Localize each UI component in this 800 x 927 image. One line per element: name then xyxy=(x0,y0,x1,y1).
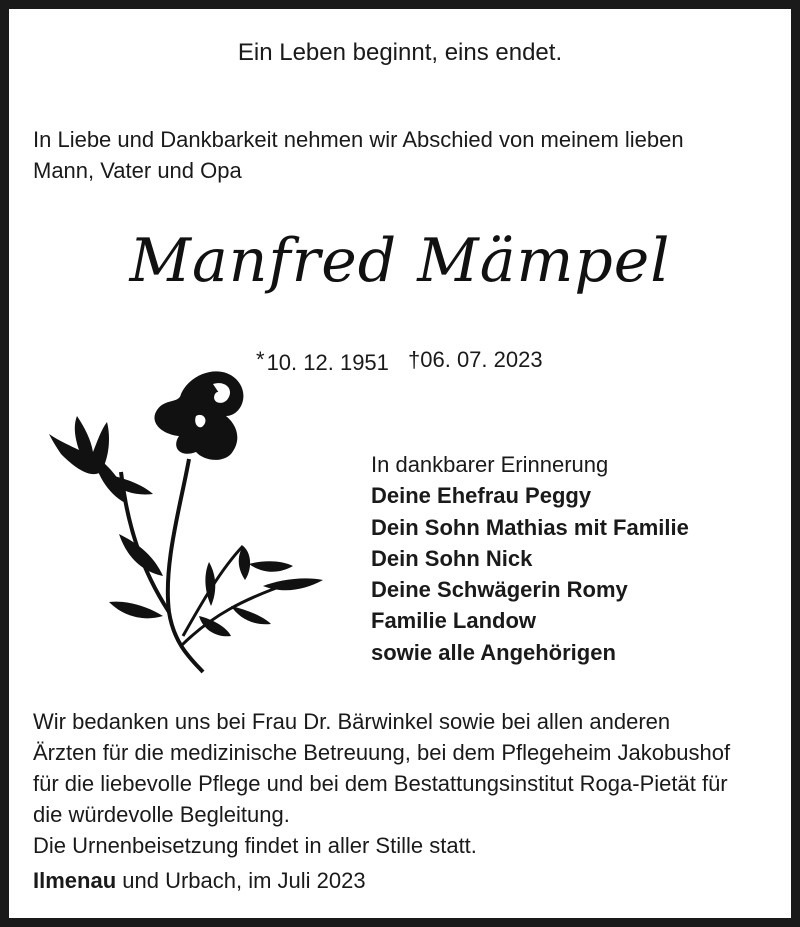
thanks-line: Ärzten für die medizinische Betreuung, bei dem Pflegeheim Jakobushof xyxy=(33,740,731,765)
signer-name: sowie alle Angehörigen xyxy=(371,639,616,665)
rose-icon xyxy=(31,354,331,684)
intro-line: Mann, Vater und Opa xyxy=(33,158,242,183)
signer-name: Dein Sohn Nick xyxy=(371,545,533,571)
thanks-line: Wir bedanken uns bei Frau Dr. Bärwinkel sowie bei allen anderen xyxy=(33,709,671,734)
thanks-text xyxy=(33,706,793,861)
signers-heading: In dankbarer Erinnerung xyxy=(371,452,609,477)
death-date: 06. 07. 2023 xyxy=(420,347,543,372)
death-date-line xyxy=(408,344,543,375)
death-symbol: † xyxy=(408,347,421,372)
signers-block xyxy=(371,449,689,668)
birth-symbol: * xyxy=(256,347,265,372)
thanks-line: für die liebevolle Pflege und bei dem Bestattungsinstitut Roga-Pietät für xyxy=(33,771,728,796)
intro-text xyxy=(33,124,753,186)
signer-name: Deine Ehefrau Peggy xyxy=(371,483,592,509)
intro-line: In Liebe und Dankbarkeit nehmen wir Abschied von meinem lieben xyxy=(33,127,684,152)
signer-name: Dein Sohn Mathias mit Familie xyxy=(371,514,689,540)
closing-rest: und Urbach, im Juli 2023 xyxy=(122,868,366,893)
closing-place: Ilmenau xyxy=(33,868,117,893)
thanks-line: Die Urnenbeisetzung findet in aller Stille statt. xyxy=(33,833,477,858)
motto-heading: Ein Leben beginnt, eins endet. xyxy=(237,39,563,66)
signer-name: Deine Schwägerin Romy xyxy=(371,577,628,603)
signer-name: Familie Landow xyxy=(371,608,537,634)
closing-line xyxy=(33,865,366,896)
thanks-line: die würdevolle Begleitung. xyxy=(33,802,290,827)
deceased-name: Manfred Mämpel xyxy=(129,226,671,296)
birth-date: 10. 12. 1951 xyxy=(266,350,389,375)
